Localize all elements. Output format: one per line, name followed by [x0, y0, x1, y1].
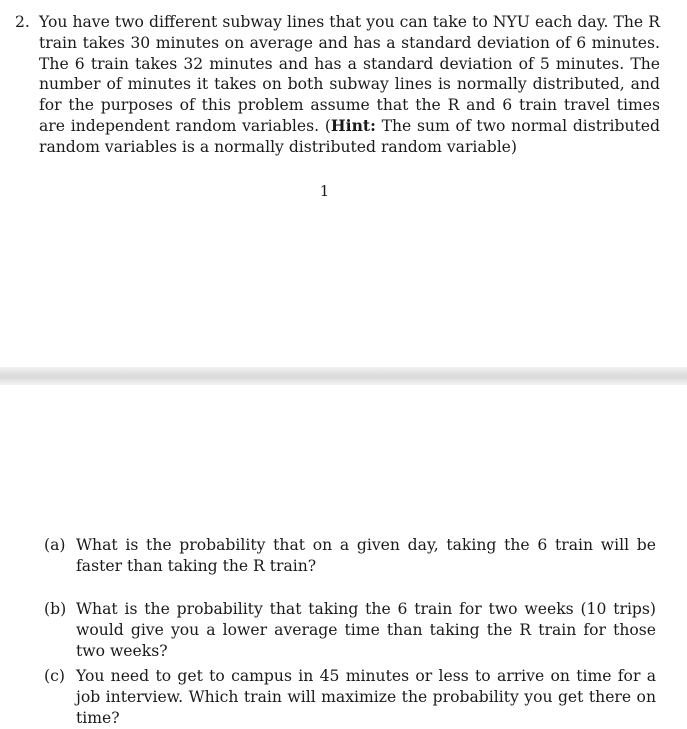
hint-text: The sum of two normal distributed random variables is a normally distributed random variable) [39, 116, 661, 156]
part-c-text: You need to get to campus in 45 minutes or less to arrive on time for a job interview. Which train will maximize the probability you get there on time? [76, 667, 656, 727]
problem-text: You have two different subway lines that you can take to NYU each day. The R train takes 30 minutes on average and has a standard deviation of 6 minutes. The 6 train takes 32 minutes and has a standard deviation of 5 minutes. The number of minutes it takes on both subway lines is normally distributed, and for the purposes of this problem assume that the R and 6 train travel times are independent random variables. ( [39, 13, 660, 135]
problem-statement [15, 12, 660, 158]
part-a-label: (a) [44, 536, 66, 554]
part-c [44, 666, 656, 729]
part-c-label: (c) [44, 667, 65, 685]
part-b-label: (b) [44, 600, 67, 618]
hint-label: Hint: [330, 115, 376, 135]
part-b [44, 599, 656, 662]
problem-body [39, 12, 660, 158]
part-a-text: What is the probability that on a given day, taking the 6 train will be faster than taking the R train? [76, 536, 656, 575]
part-a [44, 535, 656, 577]
problem-number: 2. [15, 13, 30, 31]
page-number: 1 [319, 182, 330, 200]
page-break-divider [0, 367, 687, 385]
part-b-text: What is the probability that taking the 6 train for two weeks (10 trips) would give you a lower average time than taking the R train for those two weeks? [76, 600, 656, 660]
